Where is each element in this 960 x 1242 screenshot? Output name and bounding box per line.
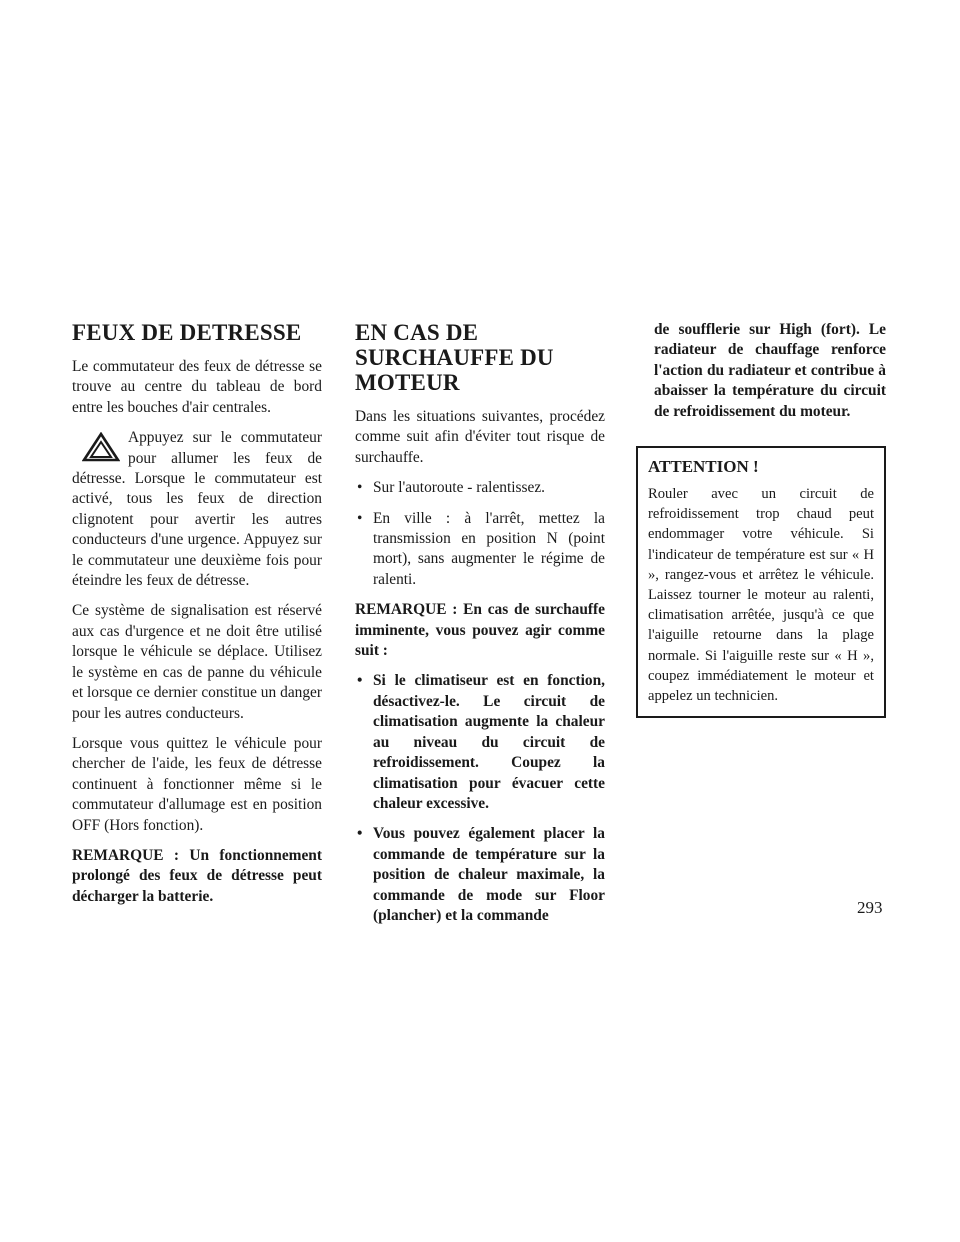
note-imminent-overheat: REMARQUE : En cas de surchauffe imminente, vous pouvez agir comme suit : <box>355 601 605 660</box>
hazard-triangle-icon <box>82 432 120 462</box>
attention-box <box>636 446 886 718</box>
list-item-continued: de soufflerie sur High (fort). Le radiateur de chauffage renforce l'action du radiateur et contribue à abaisser la température du circuit de refroidissement du moteur. <box>654 321 886 420</box>
list-item: • Si le climatiseur est en fonction, désactivez-le. Le circuit de climatisation augmente la chaleur au niveau du circuit de refroidissement. Coupez la climatisation pour évacuer cette chaleur excessive. <box>355 671 605 814</box>
note-battery: REMARQUE : Un fonctionnement prolongé des feux de détresse peut décharger la batterie. <box>72 846 322 905</box>
paragraph-emergency-use: Ce système de signalisation est réservé aux cas d'urgence et ne doit être utilisé lorsque le véhicule se déplace. Utilisez le système en cas de panne du véhicule et lorsque ce dernier constitue un danger pour les autres conducteurs. <box>72 602 322 722</box>
list-item: • Vous pouvez également placer la commande de température sur la position de chaleur maximale, la commande de mode sur Floor (plancher) et la commande <box>355 824 605 926</box>
list-item: • Sur l'autoroute - ralentissez. <box>355 478 605 498</box>
section-heading-hazard: FEUX DE DETRESSE <box>72 320 302 345</box>
column-right <box>636 320 886 718</box>
page-number: 293 <box>857 898 883 917</box>
overheat-tips-list <box>355 478 605 590</box>
section-heading-overheat: EN CAS DE SURCHAUFFE DU MOTEUR <box>355 320 554 395</box>
paragraph-switch-usage <box>72 428 322 591</box>
column-middle <box>355 320 605 936</box>
paragraph-overheat-intro: Dans les situations suivantes, procédez comme suit afin d'éviter tout risque de surchauffe. <box>355 408 605 466</box>
list-item: • En ville : à l'arrêt, mettez la transmission en position N (point mort), sans augmenter le régime de ralenti. <box>355 509 605 591</box>
attention-title: ATTENTION ! <box>648 457 759 477</box>
attention-text: Rouler avec un circuit de refroidissement trop chaud peut endommager votre véhicule. Si l'indicateur de température est sur « H », rangez-vous et arrêtez le véhicule. Laissez tourner le moteur au ralenti, climatisation arrêtée, jusqu'à ce que l'aiguille retourne dans la plage normale. Si l'aiguille reste sur « H », coupez immédiatement le moteur et appelez un technicien. <box>648 486 874 705</box>
overheat-actions-list <box>355 671 605 926</box>
paragraph-switch-location: Le commutateur des feux de détresse se trouve au centre du tableau de bord entre les bouches d'air centrales. <box>72 358 322 416</box>
column-left <box>72 320 322 917</box>
paragraph-leaving-vehicle: Lorsque vous quittez le véhicule pour chercher de l'aide, les feux de détresse continuent à fonctionner même si le commutateur d'allumage est en position OFF (Hors fonction). <box>72 734 322 834</box>
paragraph-switch-usage-text: Appuyez sur le commutateur pour allumer les feux de détresse. Lorsque le commutateur est activé, tous les feux de direction clignotent pour avertir les autres conducteurs d'une urgence. Appuyez sur le commutateur une deuxième fois pour éteindre les feux de détresse. <box>72 429 322 590</box>
